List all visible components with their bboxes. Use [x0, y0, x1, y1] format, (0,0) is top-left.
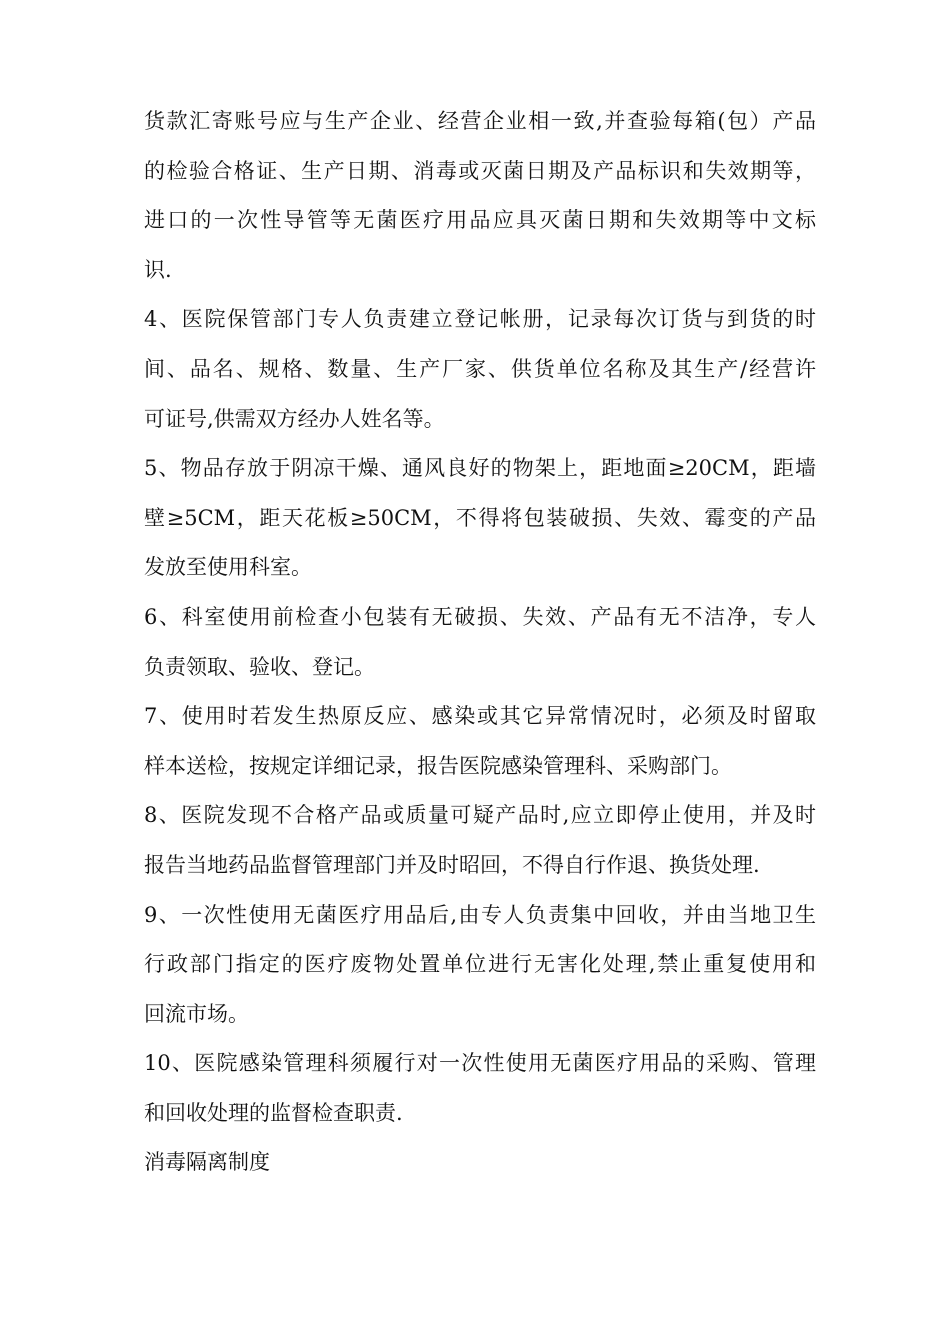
text-line: 回流市场。: [144, 1001, 249, 1026]
text-line: 10、医院感染管理科须履行对一次性使用无菌医疗用品的采购、管理: [144, 1051, 816, 1076]
text-line: 发放至使用科室。: [144, 555, 312, 580]
text-line: 壁≥5CM，距天花板≥50CM，不得将包装破损、失效、霉变的产品: [144, 505, 816, 530]
text-line: 和回收处理的监督检查职责.: [144, 1100, 403, 1125]
text-line: 货款汇寄账号应与生产企业、经营企业相一致,并查验每箱(包）产品: [144, 109, 816, 133]
text-line: 间、品名、规格、数量、生产厂家、供货单位名称及其生产/经营许: [144, 356, 816, 381]
text-line: 4、医院保管部门专人负责建立登记帐册，记录每次订货与到货的时: [144, 307, 816, 332]
text-line: 行政部门指定的医疗废物处置单位进行无害化处理,禁止重复使用和: [144, 952, 816, 977]
text-line: 7、使用时若发生热原反应、感染或其它异常情况时，必须及时留取: [144, 704, 816, 729]
section-heading: 消毒隔离制度: [144, 1150, 270, 1175]
text-line: 报告当地药品监督管理部门并及时昭回，不得自行作退、换货处理.: [144, 852, 760, 877]
document-body: [144, 97, 816, 1188]
text-line: 样本送检，按规定详细记录，报告医院感染管理科、采购部门。: [144, 753, 732, 778]
text-line: 8、医院发现不合格产品或质量可疑产品时,应立即停止使用，并及时: [144, 803, 816, 828]
text-line: 9、一次性使用无菌医疗用品后,由专人负责集中回收，并由当地卫生: [144, 902, 816, 927]
text-line: 的检验合格证、生产日期、消毒或灭菌日期及产品标识和失效期等，: [144, 158, 816, 183]
text-line: 5、物品存放于阴凉干燥、通风良好的物架上，距地面≥20CM，距墙: [144, 456, 816, 481]
text-line: 负责领取、验收、登记。: [144, 654, 375, 679]
text-line: 可证号,供需双方经办人姓名等。: [144, 406, 445, 431]
text-line: 6、科室使用前检查小包装有无破损、失效、产品有无不洁净，专人: [144, 604, 816, 629]
text-line: 识.: [144, 257, 172, 282]
text-line: 进口的一次性导管等无菌医疗用品应具灭菌日期和失效期等中文标: [144, 208, 816, 233]
